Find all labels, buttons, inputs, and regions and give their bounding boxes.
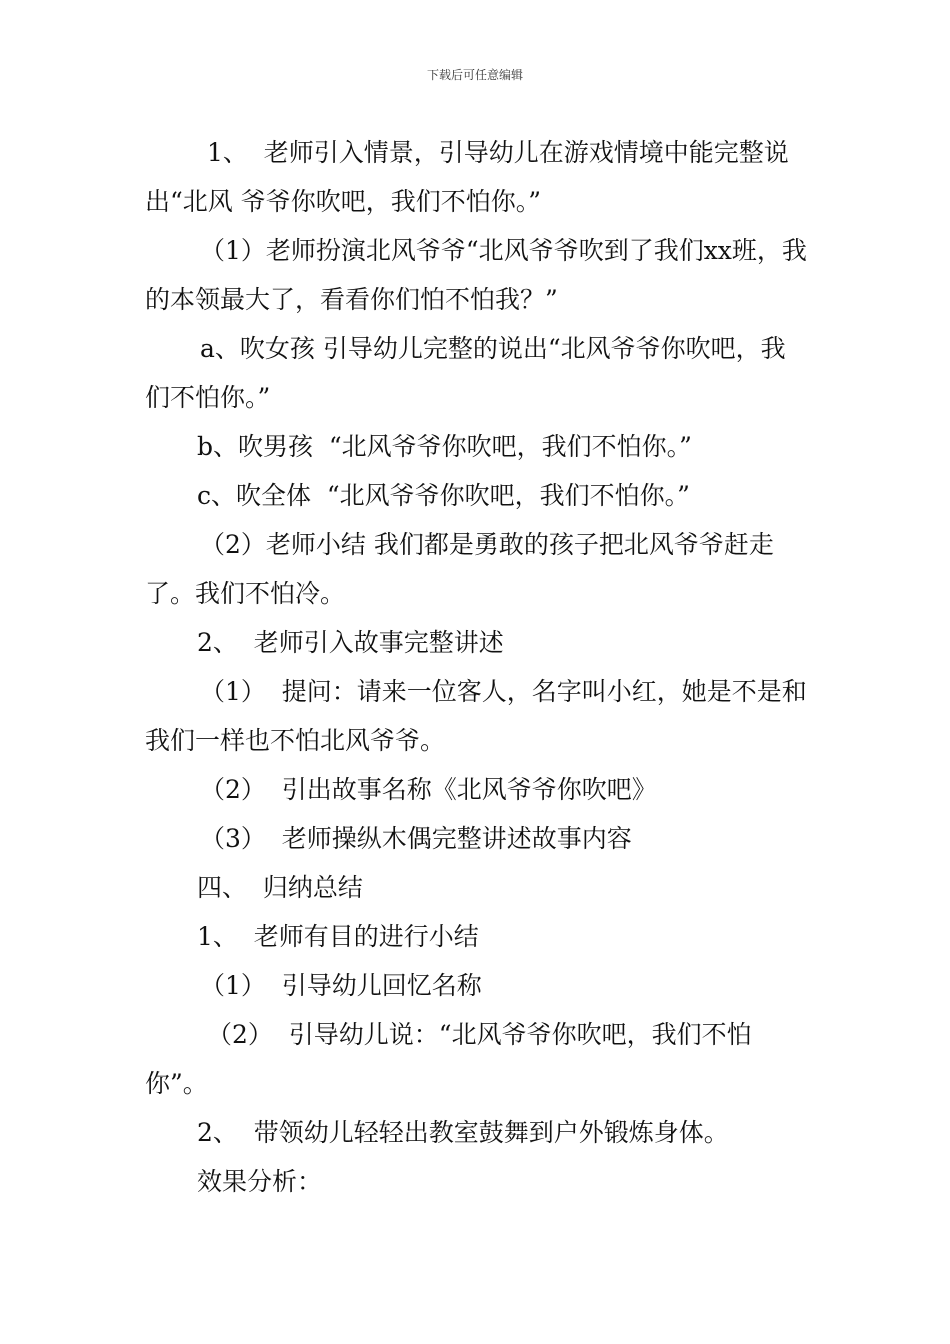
paragraph-step-4-2: 2、 带领幼儿轻轻出教室鼓舞到户外锻炼身体。 (197, 1118, 729, 1147)
paragraph-step-4-1: 1、 老师有目的进行小结 (197, 922, 479, 951)
paragraph-section-4: 四、 归纳总结 (197, 873, 363, 902)
paragraph-substep-1-2: （2）老师小结 我们都是勇敢的孩子把北风爷爷赶走了。我们不怕冷。 (145, 530, 774, 608)
paragraph-item-c: c、吹全体 “北风爷爷你吹吧，我们不怕你。” (197, 481, 690, 510)
page-header: 下载后可任意编辑 (426, 68, 523, 82)
paragraph-item-b: b、吹男孩 “北风爷爷你吹吧，我们不怕你。” (197, 432, 692, 461)
paragraph-effect-analysis: 效果分析： (197, 1167, 323, 1196)
paragraph-step-2: 2、 老师引入故事完整讲述 (197, 628, 504, 657)
paragraph-substep-2-2: （2） 引出故事名称《北风爷爷你吹吧》 (200, 775, 657, 804)
paragraph-item-a: a、吹女孩 引导幼儿完整的说出“北风爷爷你吹吧，我们不怕你。” (145, 334, 786, 412)
paragraph-step-1: 1、 老师引入情景，引导幼儿在游戏情境中能完整说出“北风 爷爷你吹吧，我们不怕你。” (145, 138, 789, 216)
document-body (145, 128, 810, 1206)
paragraph-substep-4-1-1: （1） 引导幼儿回忆名称 (200, 971, 482, 1000)
paragraph-substep-4-1-2: （2） 引导幼儿说：“北风爷爷你吹吧，我们不怕你”。 (145, 1020, 752, 1098)
paragraph-substep-1-1: （1）老师扮演北风爷爷“北风爷爷吹到了我们xx班，我的本领最大了，看看你们怕不怕我？” (145, 236, 807, 314)
paragraph-substep-2-3: （3） 老师操纵木偶完整讲述故事内容 (200, 824, 632, 853)
paragraph-substep-2-1: （1） 提问：请来一位客人，名字叫小红，她是不是和我们一样也不怕北风爷爷。 (145, 677, 807, 755)
